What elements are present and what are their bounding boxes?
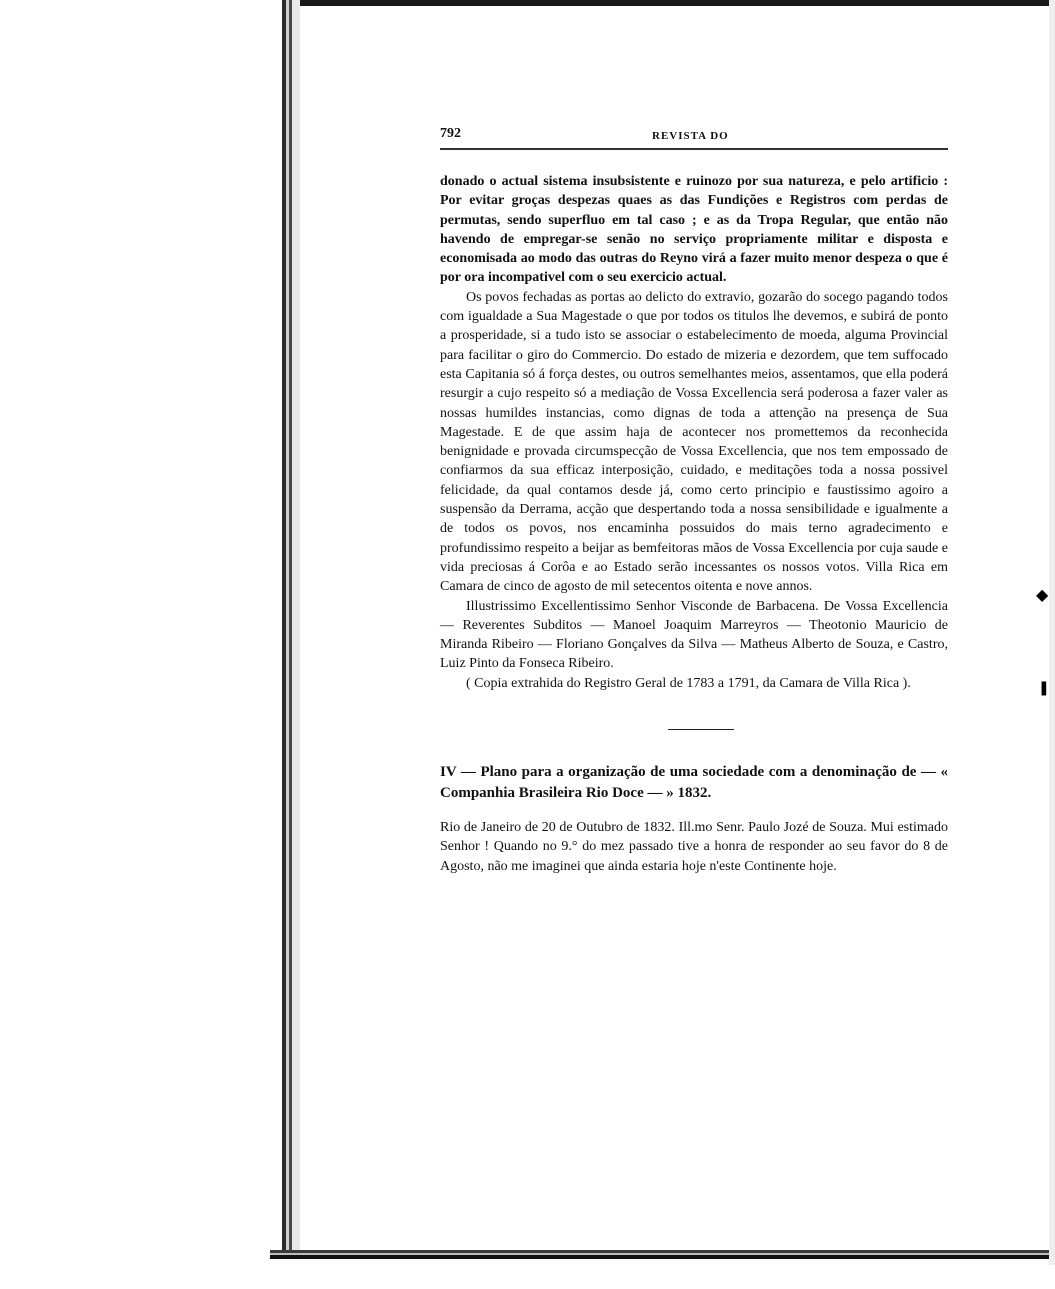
book-spine-edge	[282, 0, 300, 1252]
paragraph: ( Copia extrahida do Registro Geral de 1783 a 1791, da Camara de Villa Rica ).	[466, 675, 911, 691]
document-body	[440, 172, 948, 876]
section-separator	[668, 729, 734, 730]
letter-paragraph: Rio de Janeiro de 20 de Outubro de 1832. Ill.mo Senr. Paulo Jozé de Souza. Mui estimado Senhor ! Quando no 9.° do mez passado tive a honra de responder ao seu favor do 8 de Agosto, não me imaginei que ainda estaria hoje n'este Continente hoje.	[440, 820, 948, 874]
scan-right-edge	[1049, 0, 1055, 1265]
page-number: 792	[440, 126, 461, 141]
margin-mark: ❚	[1038, 680, 1050, 696]
document-page	[440, 122, 948, 876]
scan-bottom-edge	[270, 1250, 1055, 1262]
margin-mark: ◆	[1036, 585, 1049, 604]
section-heading: IV — Plano para a organização de uma sociedade com a denominação de — « Companhia Brasileira Rio Doce — » 1832.	[440, 764, 948, 802]
page-header	[440, 122, 948, 148]
paragraph: Illustrissimo Excellentissimo Senhor Visconde de Barbacena. De Vossa Excellencia — Reverentes Subditos — Manoel Joaquim Marreyros — Theotonio Mauricio de Miranda Ribeiro — Floriano Gonçalves da Silva — Matheus Alberto de Souza, e Castro, Luiz Pinto da Fonseca Ribeiro.	[440, 598, 948, 672]
paragraph: donado o actual sistema insubsistente e ruinozo por sua natureza, e pelo artificio : Por evitar groças despezas quaes as das Fundições e Registros com perdas de permutas, sendo superfluo em tal caso ; e as da Tropa Regular, que então não havendo de empregar-se senão no serviço propriamente militar e disposta e economisada ao modo das outras do Reyno virá a fazer muito menor despeza o que é por ora incompativel com o seu exercicio actual.	[440, 174, 948, 286]
header-rule	[440, 148, 948, 150]
scan-top-edge	[282, 0, 1055, 6]
paragraph: Os povos fechadas as portas ao delicto do extravio, gozarão do socego pagando todos com igualdade a Sua Magestade o que por todos os titulos lhe devemos, e subirá de ponto a prosperidade, si a tudo isto se associar o estabelecimento de moeda, alguma Provincial para facilitar o giro do Commercio. Do estado de mizeria e dezordem, que tem suffocado esta Capitania só á força destes, ou outros semelhantes meios, assentamos, que ella poderá resurgir a cujo respeito só a mediação de Vossa Excellencia será poderosa a fazer valer as nossas humildes instancias, como dignas de toda a attenção na presença de Sua Magestade. E de que assim haja de acontecer nos promettemos da reconhecida benignidade e provada circumspecção de Vossa Excellencia, que nos tem empossado de confiarmos da sua efficaz interposição, cuidado, e meditações toda a nossa possivel felicidade, da qual contamos desde já, como certo principio e faustissimo agoiro a suspensão da Derrama, acção que despertando toda a nossa sensibilidade e igualmente a de todos os povos, nos encaminha possuidos do mais terno agradecimento e profundissimo respeito a beijar as bemfeitoras mãos de Vossa Excellencia por cuja saude e vida preciosas á Corôa e ao Estado serão incessantes os nossos votos. Villa Rica em Camara de cinco de agosto de mil setecentos oitenta e nove annos.	[440, 289, 948, 595]
running-title: REVISTA DO	[652, 130, 729, 142]
